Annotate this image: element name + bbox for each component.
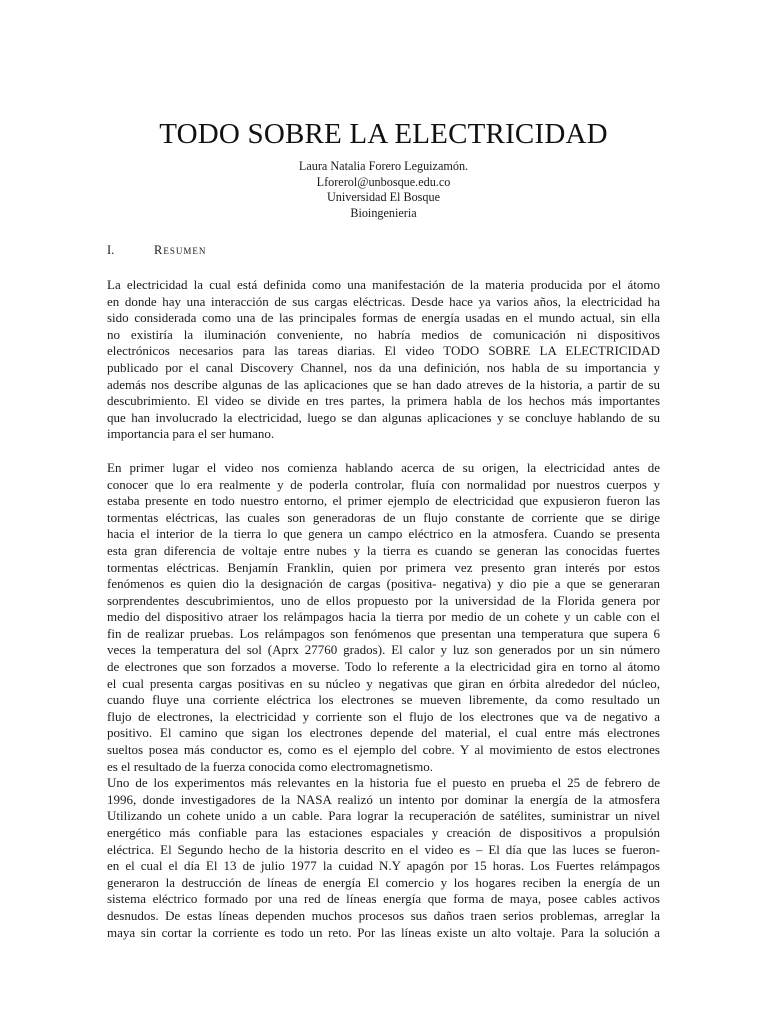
text-line: sorprendentes descubrimientos, uno de ellos propuesto por la universidad de la Florida genera por <box>107 592 660 608</box>
paper-title: TODO SOBRE LA ELECTRICIDAD <box>159 118 608 150</box>
text-line: cuando fluye una corriente eléctrica los electrones se mueven libremente, da como resultado un <box>107 692 660 708</box>
text-line: estaba presente en todo nuestro entorno, el primer ejemplo de electricidad que expusieron fueron las <box>107 493 660 509</box>
text-line: generaron la destrucción de líneas de energía El comercio y los hogares reciben la energía de un <box>107 874 660 890</box>
text-line: en donde hay una interacción de sus cargas eléctricas. Desde hace ya varios años, la electricidad ha <box>107 293 660 309</box>
author-name: Laura Natalia Forero Leguizamón. <box>298 159 469 173</box>
text-line: sistema eléctrico formado por una red de líneas energía que forma de maya, posee cables activos <box>107 891 660 907</box>
text-line: Uno de los experimentos más relevantes en la historia fue el puesto en prueba el 25 de febrero de <box>107 775 660 791</box>
text-line: Utilizando un cohete unido a un cable. Para lograr la recuperación de satélites, suministrar un nivel <box>107 808 660 824</box>
text-line: es el resultado de la fuerza conocida como electromagnetismo. <box>107 758 433 774</box>
text-line: esta gran diferencia de voltaje entre nubes y la tierra es cuando se generan las conocidas fuertes <box>107 542 660 558</box>
author-email: Lforerol@unbosque.edu.co <box>316 174 451 189</box>
author-affiliation: Universidad El Bosque <box>326 190 441 204</box>
text-line: importancia para el ser humano. <box>107 426 275 442</box>
text-line: maya sin cortar la corriente es todo un reto. Por las líneas existe un alto voltaje. Para la solución a <box>107 924 660 940</box>
section-number: I. <box>107 243 115 257</box>
text-line: tormentas eléctricas, las cuales son generadoras de un flujo constante de corriente que se dirige <box>107 509 660 525</box>
text-line: que han involucrado la electricidad, luego se dan algunas aplicaciones y se concluye hablando de su <box>107 409 660 425</box>
text-line: 1996, donde investigadores de la NASA realizó un intento por dominar la energía de la atmosfera <box>107 791 660 807</box>
text-line: de electrones que son forzados a moverse. Todo lo referente a la electricidad gira en torno al átomo <box>107 659 660 675</box>
author-department: Bioingenieria <box>350 205 417 220</box>
paragraph <box>107 460 660 775</box>
text-line: desnudos. De estas líneas dependen muchos procesos sus daños traen serios problemas, arreglar la <box>107 907 660 923</box>
text-line: La electricidad la cual está definida como una manifestación de la materia producida por el átomo <box>107 277 660 292</box>
text-line: el cual presenta cargas positivas en su núcleo y negativas que giran en órbita alrededor del núcleo, <box>107 675 660 691</box>
text-line: tormentas eléctricas. Benjamín Franklin, quien por primera vez presento gran interés por estos <box>107 559 660 575</box>
text-line: sueltos posea más conductor es, como es el ejemplo del cobre. Y al movimiento de estos electrones <box>107 742 660 758</box>
text-line: veces la temperatura del sol (Aprx 27760 grados). El calor y luz son generados por un sin número <box>107 642 660 658</box>
paragraph <box>107 277 660 443</box>
text-line: conocer que lo era realmente y de poderla controlar, fluía con normalidad por nuestros cuerpos y <box>107 476 660 492</box>
text-line: hacia el interior de la tierra lo que genera un campo eléctrico en la atmosfera. Cuando se presenta <box>107 526 660 542</box>
text-line: fin de realizar pruebas. Los relámpagos son fenómenos que presentan una temperatura que supera 6 <box>107 625 660 641</box>
text-line: fenómenos es quien dio la designación de cargas (positiva- negativa) y dio pie a que se generaran <box>107 576 660 592</box>
text-line: positivo. El camino que sigan los electrones depende del material, el cual entre más electrones <box>107 725 660 741</box>
text-line: no existiría la iluminación conveniente, no habría medios de comunicación ni dispositivos <box>107 326 660 342</box>
text-line: en el cual el día El 13 de julio 1977 la cuidad N.Y apagón por 15 horas. Los Fuertes relámpagos <box>107 858 660 874</box>
text-line: publicado por el canal Discovery Channel, nos da una definición, nos habla de su importancia y <box>107 359 660 375</box>
text-line: En primer lugar el video nos comienza hablando acerca de su origen, la electricidad antes de <box>107 459 660 475</box>
section-heading <box>107 243 660 258</box>
section-name: Resumen <box>154 243 207 257</box>
paragraph <box>107 775 660 941</box>
text-line: flujo de electrones, la electricidad y corriente son el flujo de los electrones que va de negativo a <box>107 708 660 724</box>
text-line: electrónicos necesarios para las tareas diarias. El video TODO SOBRE LA ELECTRICIDAD <box>107 343 660 359</box>
text-line: descubrimiento. El video se divide en tres partes, la primera habla de los hechos más importantes <box>107 393 660 409</box>
text-line: eléctrica. El Segundo hecho de la historia descrito en el video es – El día que las luces se fueron- <box>107 841 660 857</box>
text-line: medio del dispositivo atraer los relámpagos hacia la tierra por medio de un cohete y un cable con el <box>107 609 660 625</box>
text-line: energético más confiable para las estaciones espaciales y creación de dispositivos a propulsión <box>107 825 660 840</box>
author-block <box>107 159 660 221</box>
body-text <box>107 277 660 941</box>
text-line: sido considerada como una de las principales formas de energía usadas en el mundo actual, sin ella <box>107 310 660 326</box>
text-line: además nos describe algunas de las aplicaciones que se han dado atreves de la historia, a partir de su <box>107 376 660 392</box>
